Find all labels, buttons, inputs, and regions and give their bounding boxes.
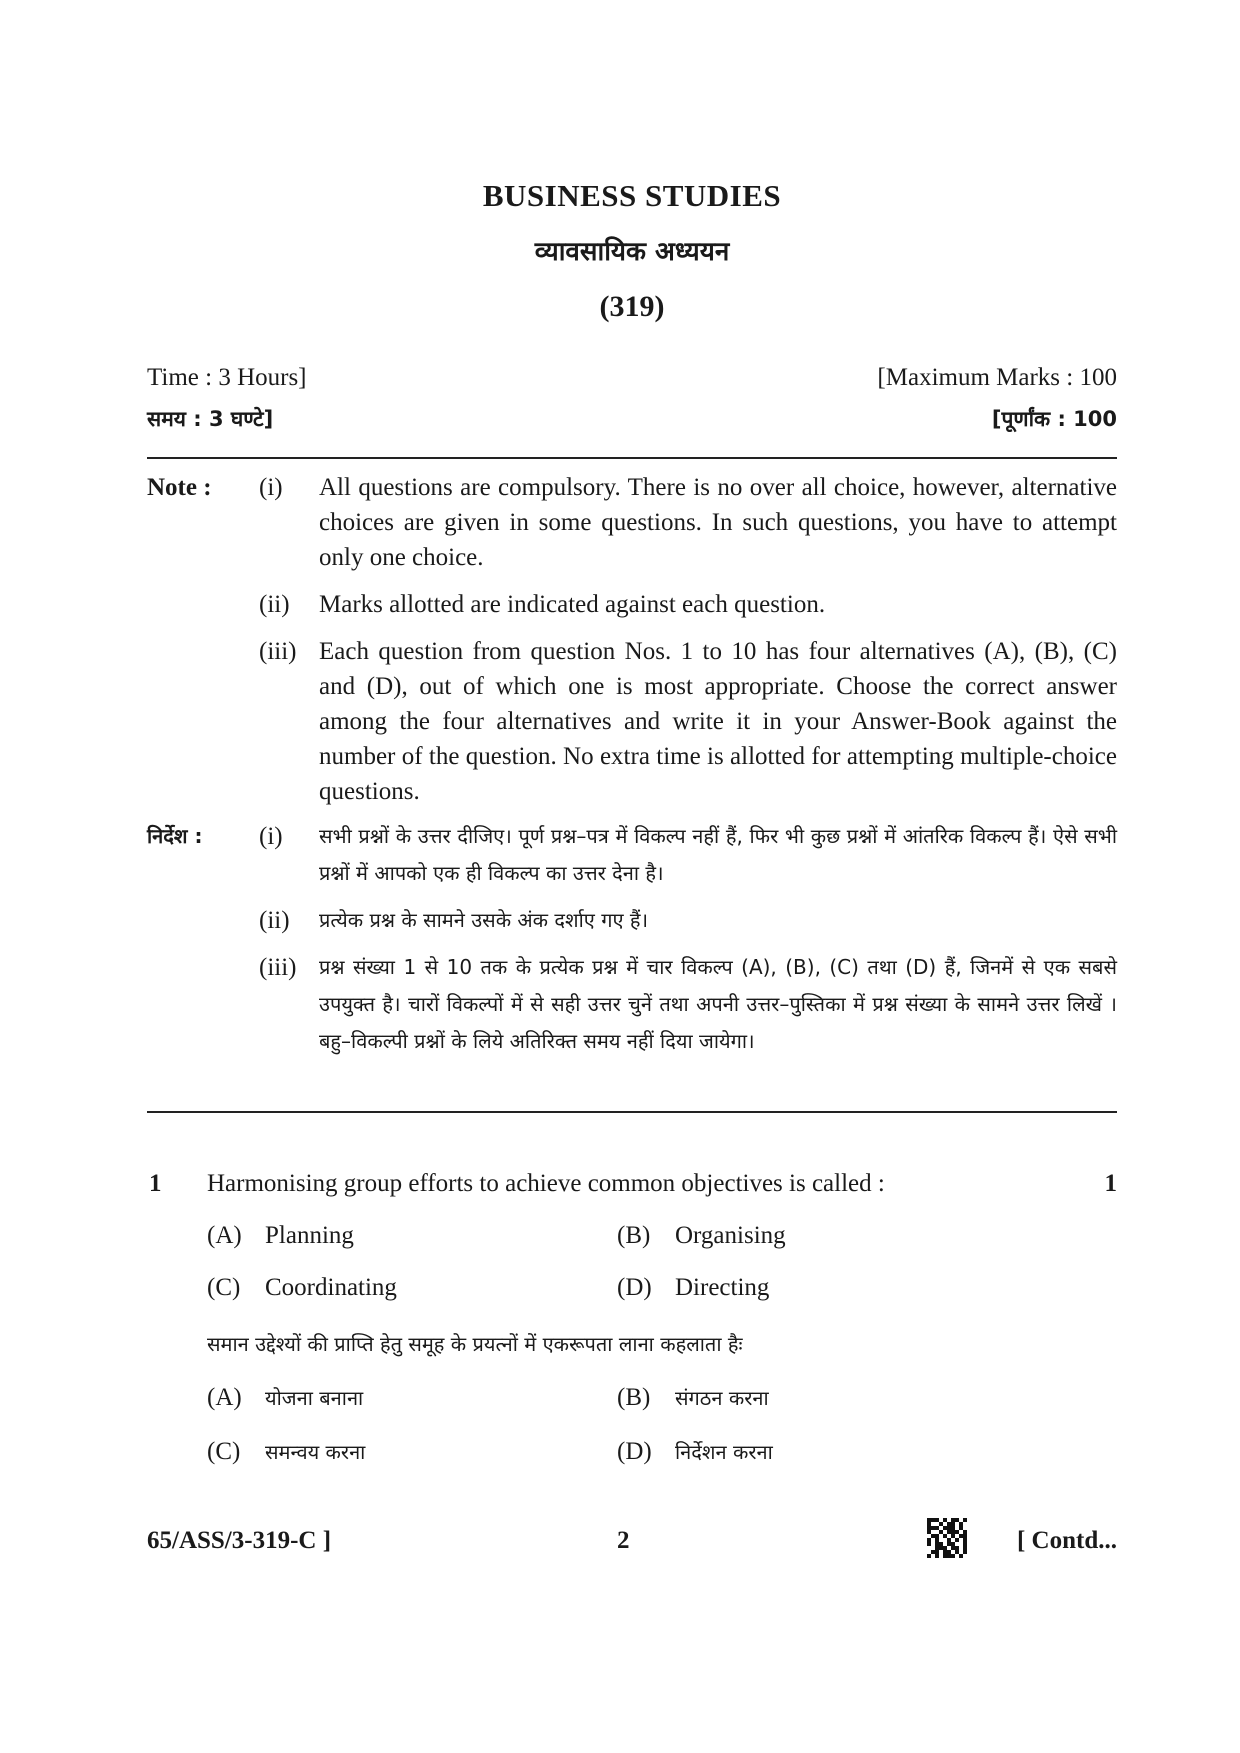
- divider: [147, 457, 1117, 459]
- note-number: (iii): [259, 638, 297, 665]
- option-text: योजना बनाना: [265, 1386, 364, 1410]
- option-label: (C): [207, 1438, 241, 1465]
- exam-page: [147, 0, 1117, 1753]
- note-item: [259, 470, 1117, 575]
- note-item: [259, 949, 1117, 1060]
- max-marks-label: [Maximum Marks : 100: [877, 364, 1117, 391]
- question-text-hindi: समान उद्देश्यों की प्राप्ति हेतु समूह के प्रयत्नों में एकरूपता लाना कहलाता हैः: [207, 1332, 743, 1356]
- option-a: [207, 1222, 354, 1250]
- note-text: प्रत्येक प्रश्न के सामने उसके अंक दर्शाए गए हैं।: [319, 908, 649, 932]
- time-label-hindi: समय : 3 घण्टे]: [147, 407, 274, 431]
- page-title: BUSINESS STUDIES: [482, 178, 782, 213]
- option-label: (A): [207, 1384, 242, 1411]
- option-label: (B): [617, 1384, 651, 1411]
- note-text: सभी प्रश्नों के उत्तर दीजिए। पूर्ण प्रश्न–पत्र में विकल्प नहीं हैं, फिर भी कुछ प्रश्नों में आंतरिक विकल्प हैं। ऐसे सभी प्रश्नों में आपको एक ही विकल्प का उत्तर देना है।: [319, 824, 1117, 885]
- option-text: संगठन करना: [675, 1386, 769, 1410]
- option-label: (C): [207, 1274, 241, 1301]
- question-number: 1: [149, 1170, 162, 1197]
- question-marks: 1: [1104, 1170, 1117, 1197]
- paper-code: 65/ASS/3-319-C ]: [147, 1527, 332, 1554]
- question-text: Harmonising group efforts to achieve common objectives is called :: [207, 1170, 885, 1197]
- note-number: (i): [259, 823, 283, 850]
- notes-hindi: [147, 818, 1117, 1060]
- notes-heading: Note :: [147, 474, 212, 501]
- meta-row-hindi: [147, 405, 1117, 433]
- note-item: [259, 634, 1117, 809]
- note-number: (ii): [259, 591, 290, 618]
- option-c: [207, 1274, 397, 1302]
- note-number: (i): [259, 474, 283, 501]
- note-number: (iii): [259, 954, 297, 981]
- option-label: (D): [617, 1274, 652, 1301]
- option-text: Organising: [675, 1222, 786, 1249]
- option-text: Directing: [675, 1274, 770, 1301]
- option-b: [617, 1222, 786, 1250]
- option-a-hindi: [207, 1384, 363, 1412]
- note-text: Marks allotted are indicated against each question.: [319, 591, 826, 618]
- page-number: 2: [617, 1527, 630, 1554]
- continued-label: [ Contd...: [1016, 1527, 1117, 1554]
- page-subtitle-hindi: व्यावसायिक अध्ययन: [534, 237, 730, 267]
- option-d: [617, 1274, 769, 1302]
- note-text: Each question from question Nos. 1 to 10 has four alternatives (A), (B), (C) and (D), out of which one is most appropriate. Choose the correct answer among the four alternatives and write it in your Answer-Book against the number of the question. No extra time is allotted for attempting multiple-choice questions.: [319, 638, 1117, 805]
- option-b-hindi: [617, 1384, 769, 1412]
- option-label: (D): [617, 1438, 652, 1465]
- note-item: [259, 902, 1117, 939]
- option-d-hindi: [617, 1438, 773, 1466]
- time-label: Time : 3 Hours]: [147, 364, 307, 391]
- note-item: [259, 587, 1117, 622]
- note-item: [259, 818, 1117, 892]
- option-text: Coordinating: [265, 1274, 397, 1301]
- subject-code: (319): [599, 290, 665, 323]
- option-text: निर्देशन करना: [675, 1440, 773, 1464]
- qr-code-icon: [927, 1518, 967, 1558]
- option-label: (B): [617, 1222, 651, 1249]
- max-marks-label-hindi: [पूर्णांक : 100: [991, 407, 1117, 431]
- note-text: प्रश्न संख्या 1 से 10 तक के प्रत्येक प्रश्न में चार विकल्प (A), (B), (C) तथा (D) हैं, जिनमें से एक सबसे उपयुक्त है। चारों विकल्पों में से सही उत्तर चुनें तथा अपनी उत्तर–पुस्तिका में प्रश्न संख्या के सामने उत्तर लिखें । बहु–विकल्पी प्रश्नों के लिये अतिरिक्त समय नहीं दिया जायेगा।: [319, 955, 1117, 1053]
- meta-row-english: [147, 364, 1117, 392]
- note-number: (ii): [259, 907, 290, 934]
- divider: [147, 1111, 1117, 1113]
- option-text: Planning: [265, 1222, 354, 1249]
- option-c-hindi: [207, 1438, 365, 1466]
- notes-heading-hindi: निर्देश :: [147, 824, 203, 848]
- option-text: समन्वय करना: [265, 1440, 366, 1464]
- option-label: (A): [207, 1222, 242, 1249]
- notes-english: [147, 470, 1117, 809]
- note-text: All questions are compulsory. There is no over all choice, however, alternative choices are given in some questions. In such questions, you have to attempt only one choice.: [319, 474, 1117, 571]
